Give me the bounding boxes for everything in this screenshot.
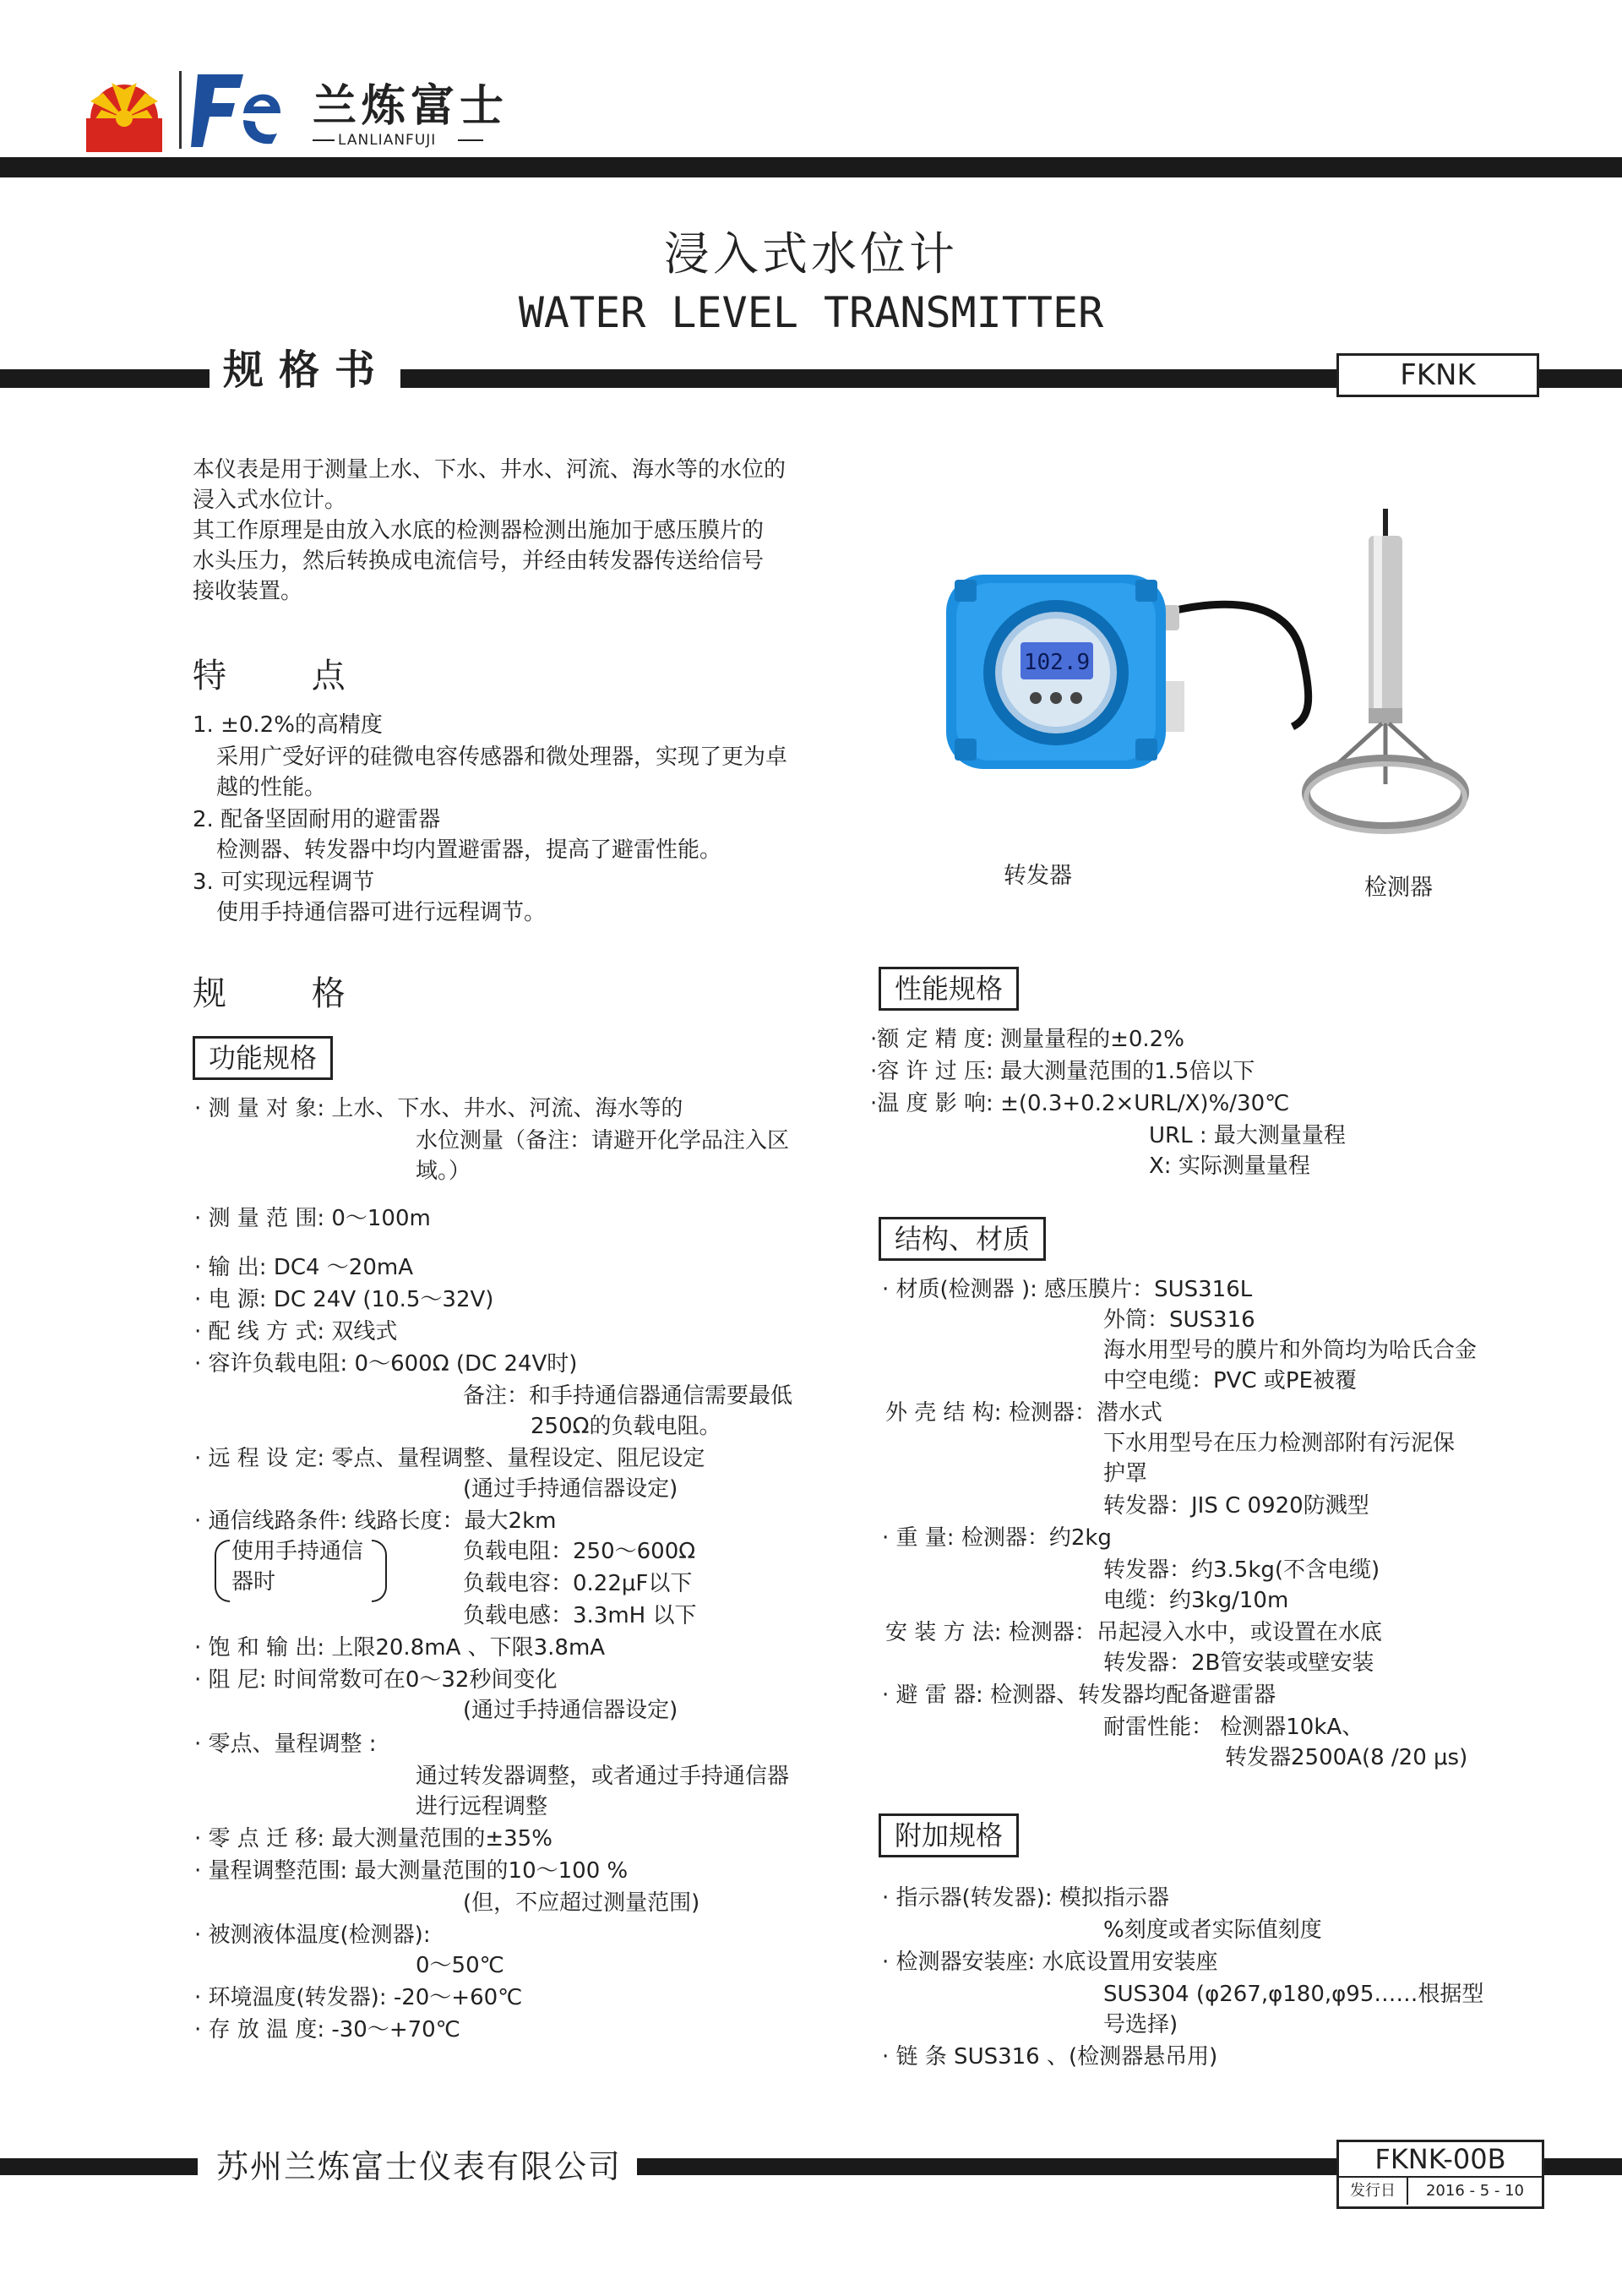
intro-line: 接收装置。 — [193, 579, 303, 604]
spec-line: 转发器：2B管安装或壁安装 — [1103, 1650, 1374, 1676]
features-title: 特 点 — [193, 657, 383, 695]
intro-line: 本仪表是用于测量上水、下水、井水、河流、海水等的水位的 — [193, 457, 787, 483]
spec-line: 负载电容：0.22μF以下 — [463, 1571, 693, 1596]
spec-line: 器时 — [231, 1569, 276, 1595]
feature-line: 2. 配备坚固耐用的避雷器 — [193, 807, 441, 832]
feature-line: 检测器、转发器中均内置避雷器，提高了避雷性能。 — [216, 837, 722, 863]
spec-line: · 被测液体温度(检测器): — [194, 1922, 431, 1948]
lcd-readout: 102.9 — [1023, 650, 1091, 675]
spec-line: · 测 量 对 象: 上水、下水、井水、河流、海水等的 — [194, 1096, 683, 1121]
footer-bar-mid — [637, 2158, 1336, 2175]
intro-line: 浸入式水位计。 — [193, 488, 347, 513]
spec-line: 备注：和手持通信器通信需要最低 — [463, 1383, 793, 1409]
spec-line: (但，不应超过测量范围) — [463, 1890, 700, 1916]
spec-line: %刻度或者实际值刻度 — [1103, 1917, 1322, 1943]
feature-line: 1. ±0.2%的高精度 — [193, 712, 383, 738]
spec-line: · 测 量 范 围: 0～100m — [194, 1206, 431, 1231]
spec-line: · 环境温度(转发器): -20～+60℃ — [194, 1985, 523, 2010]
spec-line: · 容许负载电阻: 0～600Ω (DC 24V时) — [194, 1351, 578, 1377]
spec-line: 安 装 方 法: 检测器：吊起浸入水中，或设置在水底 — [885, 1620, 1382, 1645]
spec-line: URL : 最大测量量程 — [1149, 1123, 1346, 1148]
section-bar-left — [0, 369, 210, 388]
spec-line: 海水用型号的膜片和外筒均为哈氏合金 — [1103, 1338, 1478, 1363]
spec-line: 下水用型号在压力检测部附有污泥保 — [1103, 1431, 1456, 1456]
company-name: 苏州兰炼富士仪表有限公司 — [216, 2148, 623, 2185]
spec-line: SUS304 (φ267,φ180,φ95……根据型 — [1103, 1982, 1484, 2007]
feature-line: 3. 可实现远程调节 — [193, 870, 375, 895]
spec-line: · 链 条 SUS316 、(检测器悬吊用) — [882, 2044, 1218, 2070]
additional-spec-label: 附加规格 — [879, 1813, 1019, 1857]
spec-title: 规 格 — [193, 974, 383, 1013]
spec-line: 通过转发器调整，或者通过手持通信器 — [416, 1764, 790, 1789]
brand-name-cn: 兰炼富士 — [313, 81, 509, 132]
structure-spec-label: 结构、材质 — [879, 1217, 1046, 1261]
spec-line: (通过手持通信器设定) — [463, 1476, 678, 1502]
section-bar-right — [1539, 369, 1622, 388]
spec-line: 水位测量（备注：请避开化学品注入区 — [416, 1128, 790, 1153]
section-bar-mid — [400, 369, 1336, 388]
spec-line: · 配 线 方 式: 双线式 — [194, 1319, 398, 1344]
bracket-left — [215, 1540, 230, 1602]
spec-line: 负载电阻：250～600Ω — [463, 1539, 696, 1564]
performance-spec-label: 性能规格 — [879, 967, 1019, 1011]
brand-name-en-text: LANLIANFUJI — [338, 132, 437, 149]
spec-line: 电缆：约3kg/10m — [1103, 1588, 1289, 1613]
doc-type-label: 规格书 — [223, 346, 391, 394]
intro-line: 其工作原理是由放入水底的检测器检测出施加于感压膜片的 — [193, 518, 765, 543]
spec-line: · 零点、量程调整 : — [194, 1732, 377, 1757]
detector-image — [1301, 505, 1470, 852]
spec-line: · 远 程 设 定: 零点、量程调整、量程设定、阻尼设定 — [194, 1446, 705, 1471]
brand-name-en — [313, 130, 490, 150]
footer-bar-left — [0, 2158, 198, 2175]
spec-line: 外筒：SUS316 — [1103, 1307, 1255, 1333]
model-code: FKNK — [1400, 358, 1476, 392]
feature-line: 越的性能。 — [216, 775, 327, 800]
intro-line: 水头压力，然后转换成电流信号，并经由转发器传送给信号 — [193, 548, 765, 574]
spec-line: 转发器：约3.5kg(不含电缆) — [1103, 1557, 1380, 1583]
issue-date: 2016 - 5 - 10 — [1425, 2182, 1525, 2200]
company-logo-icon — [78, 68, 171, 152]
functional-spec-label: 功能规格 — [193, 1036, 333, 1080]
spec-line: ·温 度 影 响: ±(0.3+0.2×URL/X)%/30℃ — [870, 1091, 1290, 1116]
spec-line: 转发器：JIS C 0920防溅型 — [1103, 1493, 1369, 1519]
spec-line: · 存 放 温 度: -30～+70℃ — [194, 2017, 460, 2042]
doc-number-box — [1336, 2140, 1544, 2209]
fe-logo-icon — [191, 73, 286, 149]
feature-line: 采用广受好评的硅微电容传感器和微处理器，实现了更为卓 — [216, 744, 788, 770]
spec-line: X: 实际测量量程 — [1149, 1153, 1310, 1179]
spec-line: · 通信线路条件: 线路长度：最大2km — [194, 1508, 557, 1534]
spec-line: 号选择) — [1103, 2012, 1178, 2037]
page-title-cn: 浸入式水位计 — [664, 227, 958, 281]
issue-date-label: 发行日 — [1339, 2178, 1408, 2205]
doc-number: FKNK-00B — [1339, 2142, 1542, 2178]
spec-line: 转发器2500A(8 /20 μs) — [1225, 1745, 1468, 1770]
spec-line: · 量程调整范围: 最大测量范围的10～100 % — [194, 1858, 629, 1884]
spec-line: 使用手持通信 — [231, 1539, 364, 1564]
model-box — [1336, 353, 1539, 397]
spec-line: ·容 许 过 压: 最大测量范围的1.5倍以下 — [870, 1059, 1255, 1084]
spec-line: ·额 定 精 度: 测量量程的±0.2% — [870, 1027, 1184, 1052]
spec-line: · 重 量: 检测器：约2kg — [882, 1525, 1112, 1551]
spec-line: 250Ω的负载电阻。 — [531, 1414, 721, 1439]
logo-divider — [179, 71, 182, 149]
spec-line: · 避 雷 器: 检测器、转发器均配备避雷器 — [882, 1682, 1276, 1708]
spec-line: (通过手持通信器设定) — [463, 1698, 678, 1723]
spec-line: 负载电感：3.3mH 以下 — [463, 1603, 697, 1628]
spec-line: 外 壳 结 构: 检测器：潜水式 — [885, 1400, 1162, 1426]
feature-line: 使用手持通信器可进行远程调节。 — [216, 900, 547, 925]
spec-line: · 零 点 迁 移: 最大测量范围的±35% — [194, 1826, 552, 1852]
spec-line: 护罩 — [1103, 1461, 1148, 1486]
spec-line: · 饱 和 输 出: 上限20.8mA 、下限3.8mA — [194, 1635, 606, 1661]
spec-line: 耐雷性能： 检测器10kA、 — [1103, 1715, 1364, 1740]
spec-line: · 检测器安装座: 水底设置用安装座 — [882, 1950, 1218, 1975]
transmitter-image — [929, 558, 1318, 811]
header-bar — [0, 157, 1622, 177]
spec-line: · 材质(检测器 ): 感压膜片：SUS316L — [882, 1277, 1253, 1302]
spec-line: 进行远程调整 — [416, 1794, 548, 1819]
spec-line: 中空电缆：PVC 或PE被覆 — [1103, 1368, 1357, 1393]
spec-line: 域。） — [416, 1159, 471, 1184]
spec-line: 0～50℃ — [416, 1953, 504, 1978]
bracket-right — [372, 1540, 387, 1602]
page-title-en: WATER LEVEL TRANSMITTER — [518, 288, 1104, 337]
spec-line: · 指示器(转发器): 模拟指示器 — [882, 1885, 1169, 1911]
detector-caption: 检测器 — [1364, 875, 1433, 901]
footer-bar-right — [1544, 2158, 1622, 2175]
spec-line: · 电 源: DC 24V (10.5～32V) — [194, 1287, 494, 1312]
spec-line: · 阻 尼: 时间常数可在0～32秒间变化 — [194, 1667, 558, 1693]
transmitter-caption: 转发器 — [1004, 863, 1072, 889]
spec-line: · 输 出: DC4 ～20mA — [194, 1255, 413, 1280]
